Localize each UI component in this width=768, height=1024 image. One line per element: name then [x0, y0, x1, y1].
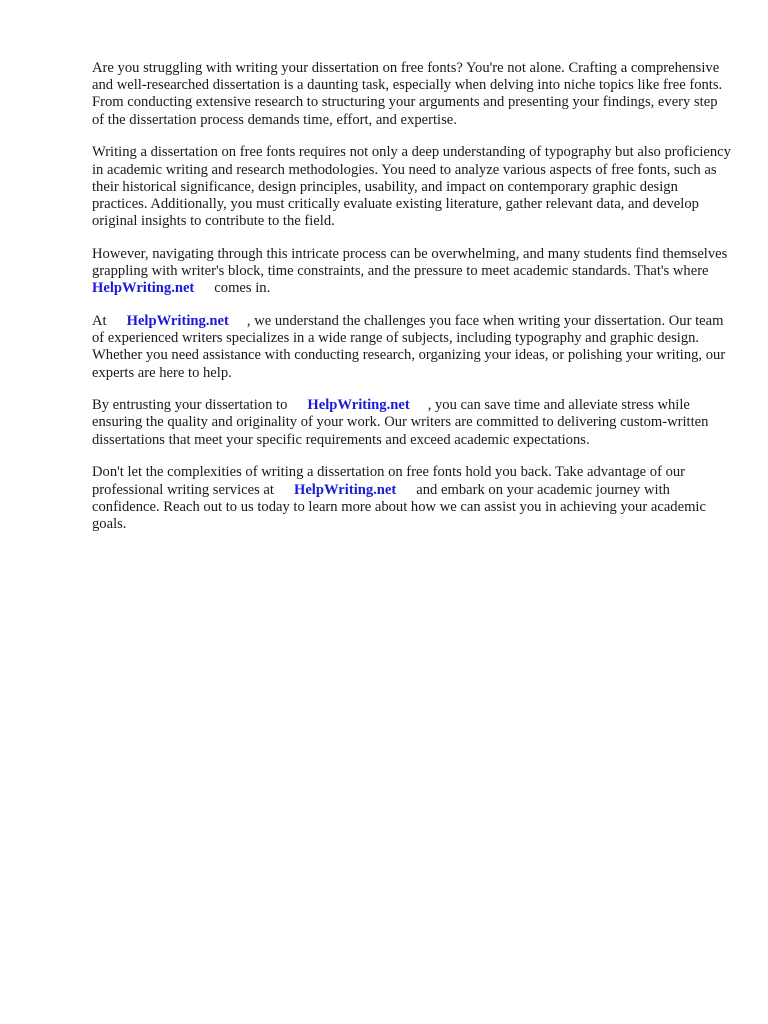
paragraph-cta-text-start: Don't let the complexities of writing a dissertation on free fonts hold you back. Take advantage of our professional writing services at — [92, 464, 686, 498]
paragraph-benefits-text: , you can save time and alleviate stress while ensuring the quality and originality of your work. Our writers are committed to delivering custom-written dissertations that meet your specific requirements and exceed academic expectations. — [92, 397, 709, 448]
paragraph-benefits — [92, 397, 732, 449]
document-page — [92, 60, 732, 549]
paragraph-call-to-action — [92, 464, 732, 533]
helpwriting-link-2[interactable]: HelpWriting.net — [126, 312, 229, 329]
paragraph-challenges-text-end: comes in. — [214, 280, 271, 297]
paragraph-challenges-text: However, navigating through this intricate process can be overwhelming, and many students find themselves grappling with writer's block, time constraints, and the pressure to meet academic standards. That's where — [92, 245, 728, 280]
helpwriting-link-4[interactable]: HelpWriting.net — [293, 481, 397, 498]
paragraph-about-text-start: At — [92, 312, 107, 329]
helpwriting-link-3[interactable]: HelpWriting.net — [307, 397, 410, 414]
paragraph-about — [92, 313, 732, 382]
paragraph-benefits-text-start: By entrusting your dissertation to — [92, 397, 288, 414]
paragraph-challenges — [92, 246, 732, 298]
paragraph-requirements: Writing a dissertation on free fonts requires not only a deep understanding of typography but also proficiency in academic writing and research methodologies. You need to analyze various aspects of free fonts, such as their historical significance, design principles, usability, and impact on contemporary graphic design practices. Additionally, you must critically evaluate existing literature, gather relevant data, and develop original insights to contribute to the field. — [92, 144, 731, 230]
paragraph-intro: Are you struggling with writing your dissertation on free fonts? You're not alone. Crafting a comprehensive and well-researched dissertation is a daunting task, especially when delving into niche topics like free fonts. From conducting extensive research to structuring your arguments and presenting your findings, every step of the dissertation process demands time, effort, and expertise. — [92, 60, 723, 128]
helpwriting-link-1[interactable]: HelpWriting.net — [92, 280, 195, 297]
paragraph-about-text: , we understand the challenges you face when writing your dissertation. Our team of experienced writers specializes in a wide range of subjects, including typography and graphic design. Whether you need assistance with conducting research, organizing your ideas, or polishing your writing, our experts are here to help. — [92, 312, 726, 381]
paragraph-cta-text: and embark on your academic journey with confidence. Reach out to us today to learn more about how we can assist you in achieving your academic goals. — [92, 481, 706, 532]
